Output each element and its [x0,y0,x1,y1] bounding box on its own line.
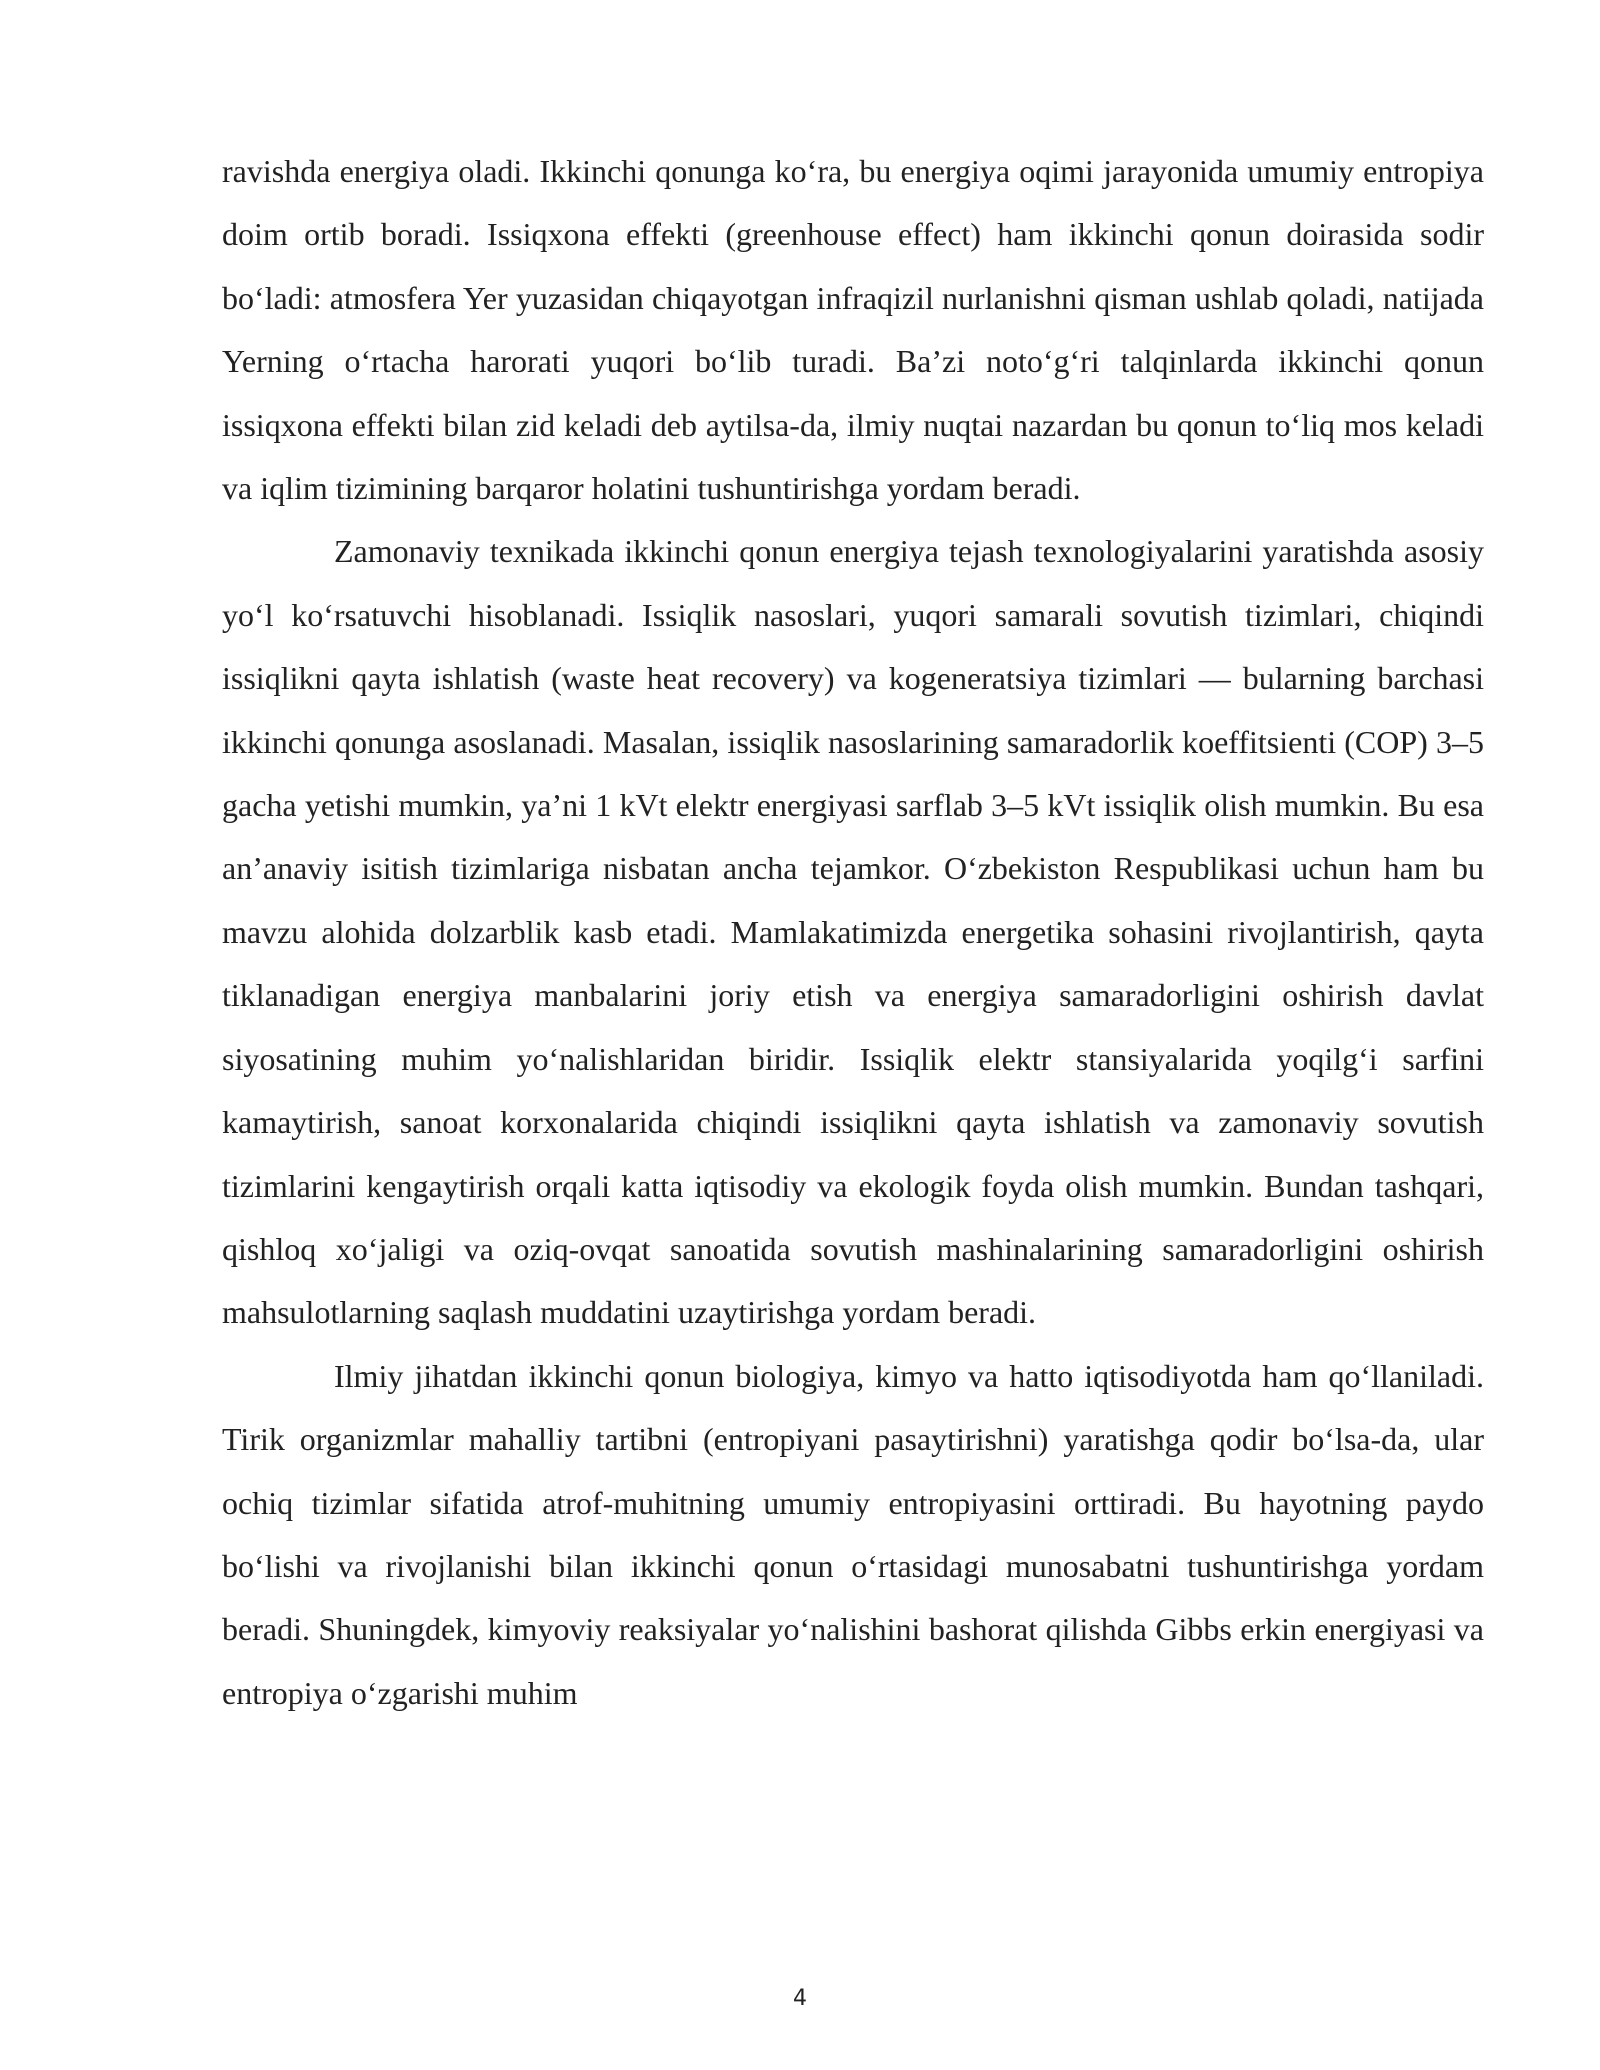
page-number: 4 [793,1986,807,2011]
paragraph-continuation: ravishda energiya oladi. Ikkinchi qonunga ko‘ra, bu energiya oqimi jarayonida umumiy entropiya doim ortib boradi. Issiqxona effekti (greenhouse effect) ham ikkinchi qonun doirasida sodir bo‘ladi: atmosfera Yer yuzasidan chiqayotgan infraqizil nurlanishni qisman ushlab qoladi, natijada Yerning o‘rtacha harorati yuqori bo‘lib turadi. Ba’zi noto‘g‘ri talqinlarda ikkinchi qonun issiqxona effekti bilan zid keladi deb aytilsa-da, ilmiy nuqtai nazardan bu qonun to‘liq mos keladi va iqlim tizimining barqaror holatini tushuntirishga yordam beradi. [222,153,1484,507]
paragraph-modern-technology: Zamonaviy texnikada ikkinchi qonun energiya tejash texnologiyalarini yaratishda asosiy yo‘l ko‘rsatuvchi hisoblanadi. Issiqlik nasoslari, yuqori samarali sovutish tizimlari, chiqindi issiqlikni qayta ishlatish (waste heat recovery) va kogeneratsiya tizimlari — bularning barchasi ikkinchi qonunga asoslanadi. Masalan, issiqlik nasoslarining samaradorlik koeffitsienti (COP) 3–5 gacha yetishi mumkin, ya’ni 1 kVt elektr energiyasi sarflab 3–5 kVt issiqlik olish mumkin. Bu esa an’anaviy isitish tizimlariga nisbatan ancha tejamkor. O‘zbekiston Respublikasi uchun ham bu mavzu alohida dolzarblik kasb etadi. Mamlakatimizda energetika sohasini rivojlantirish, qayta tiklanadigan energiya manbalarini joriy etish va energiya samaradorligini oshirish davlat siyosatining muhim yo‘nalishlaridan biridir. Issiqlik elektr stansiyalarida yoqilg‘i sarfini kamaytirish, sanoat korxonalarida chiqindi issiqlikni qayta ishlatish va zamonaviy sovutish tizimlarini kengaytirish orqali katta iqtisodiy va ekologik foyda olish mumkin. Bundan tashqari, qishloq xo‘jaligi va oziq-ovqat sanoatida sovutish mashinalarining samaradorligini oshirish mahsulotlarning saqlash muddatini uzaytirishga yordam beradi. [222,533,1484,1331]
paragraph-scientific-applications: Ilmiy jihatdan ikkinchi qonun biologiya, kimyo va hatto iqtisodiyotda ham qo‘llaniladi. Tirik organizmlar mahalliy tartibni (entropiyani pasaytirishni) yaratishga qodir bo‘lsa-da, ular ochiq tizimlar sifatida atrof-muhitning umumiy entropiyasini orttiradi. Bu hayotning paydo bo‘lishi va rivojlanishi bilan ikkinchi qonun o‘rtasidagi munosabatni tushuntirishga yordam beradi. Shuningdek, kimyoviy reaksiyalar yo‘nalishini bashorat qilishda Gibbs erkin energiyasi va entropiya o‘zgarishi muhim [222,1357,1484,1711]
body-text [222,140,1484,1725]
